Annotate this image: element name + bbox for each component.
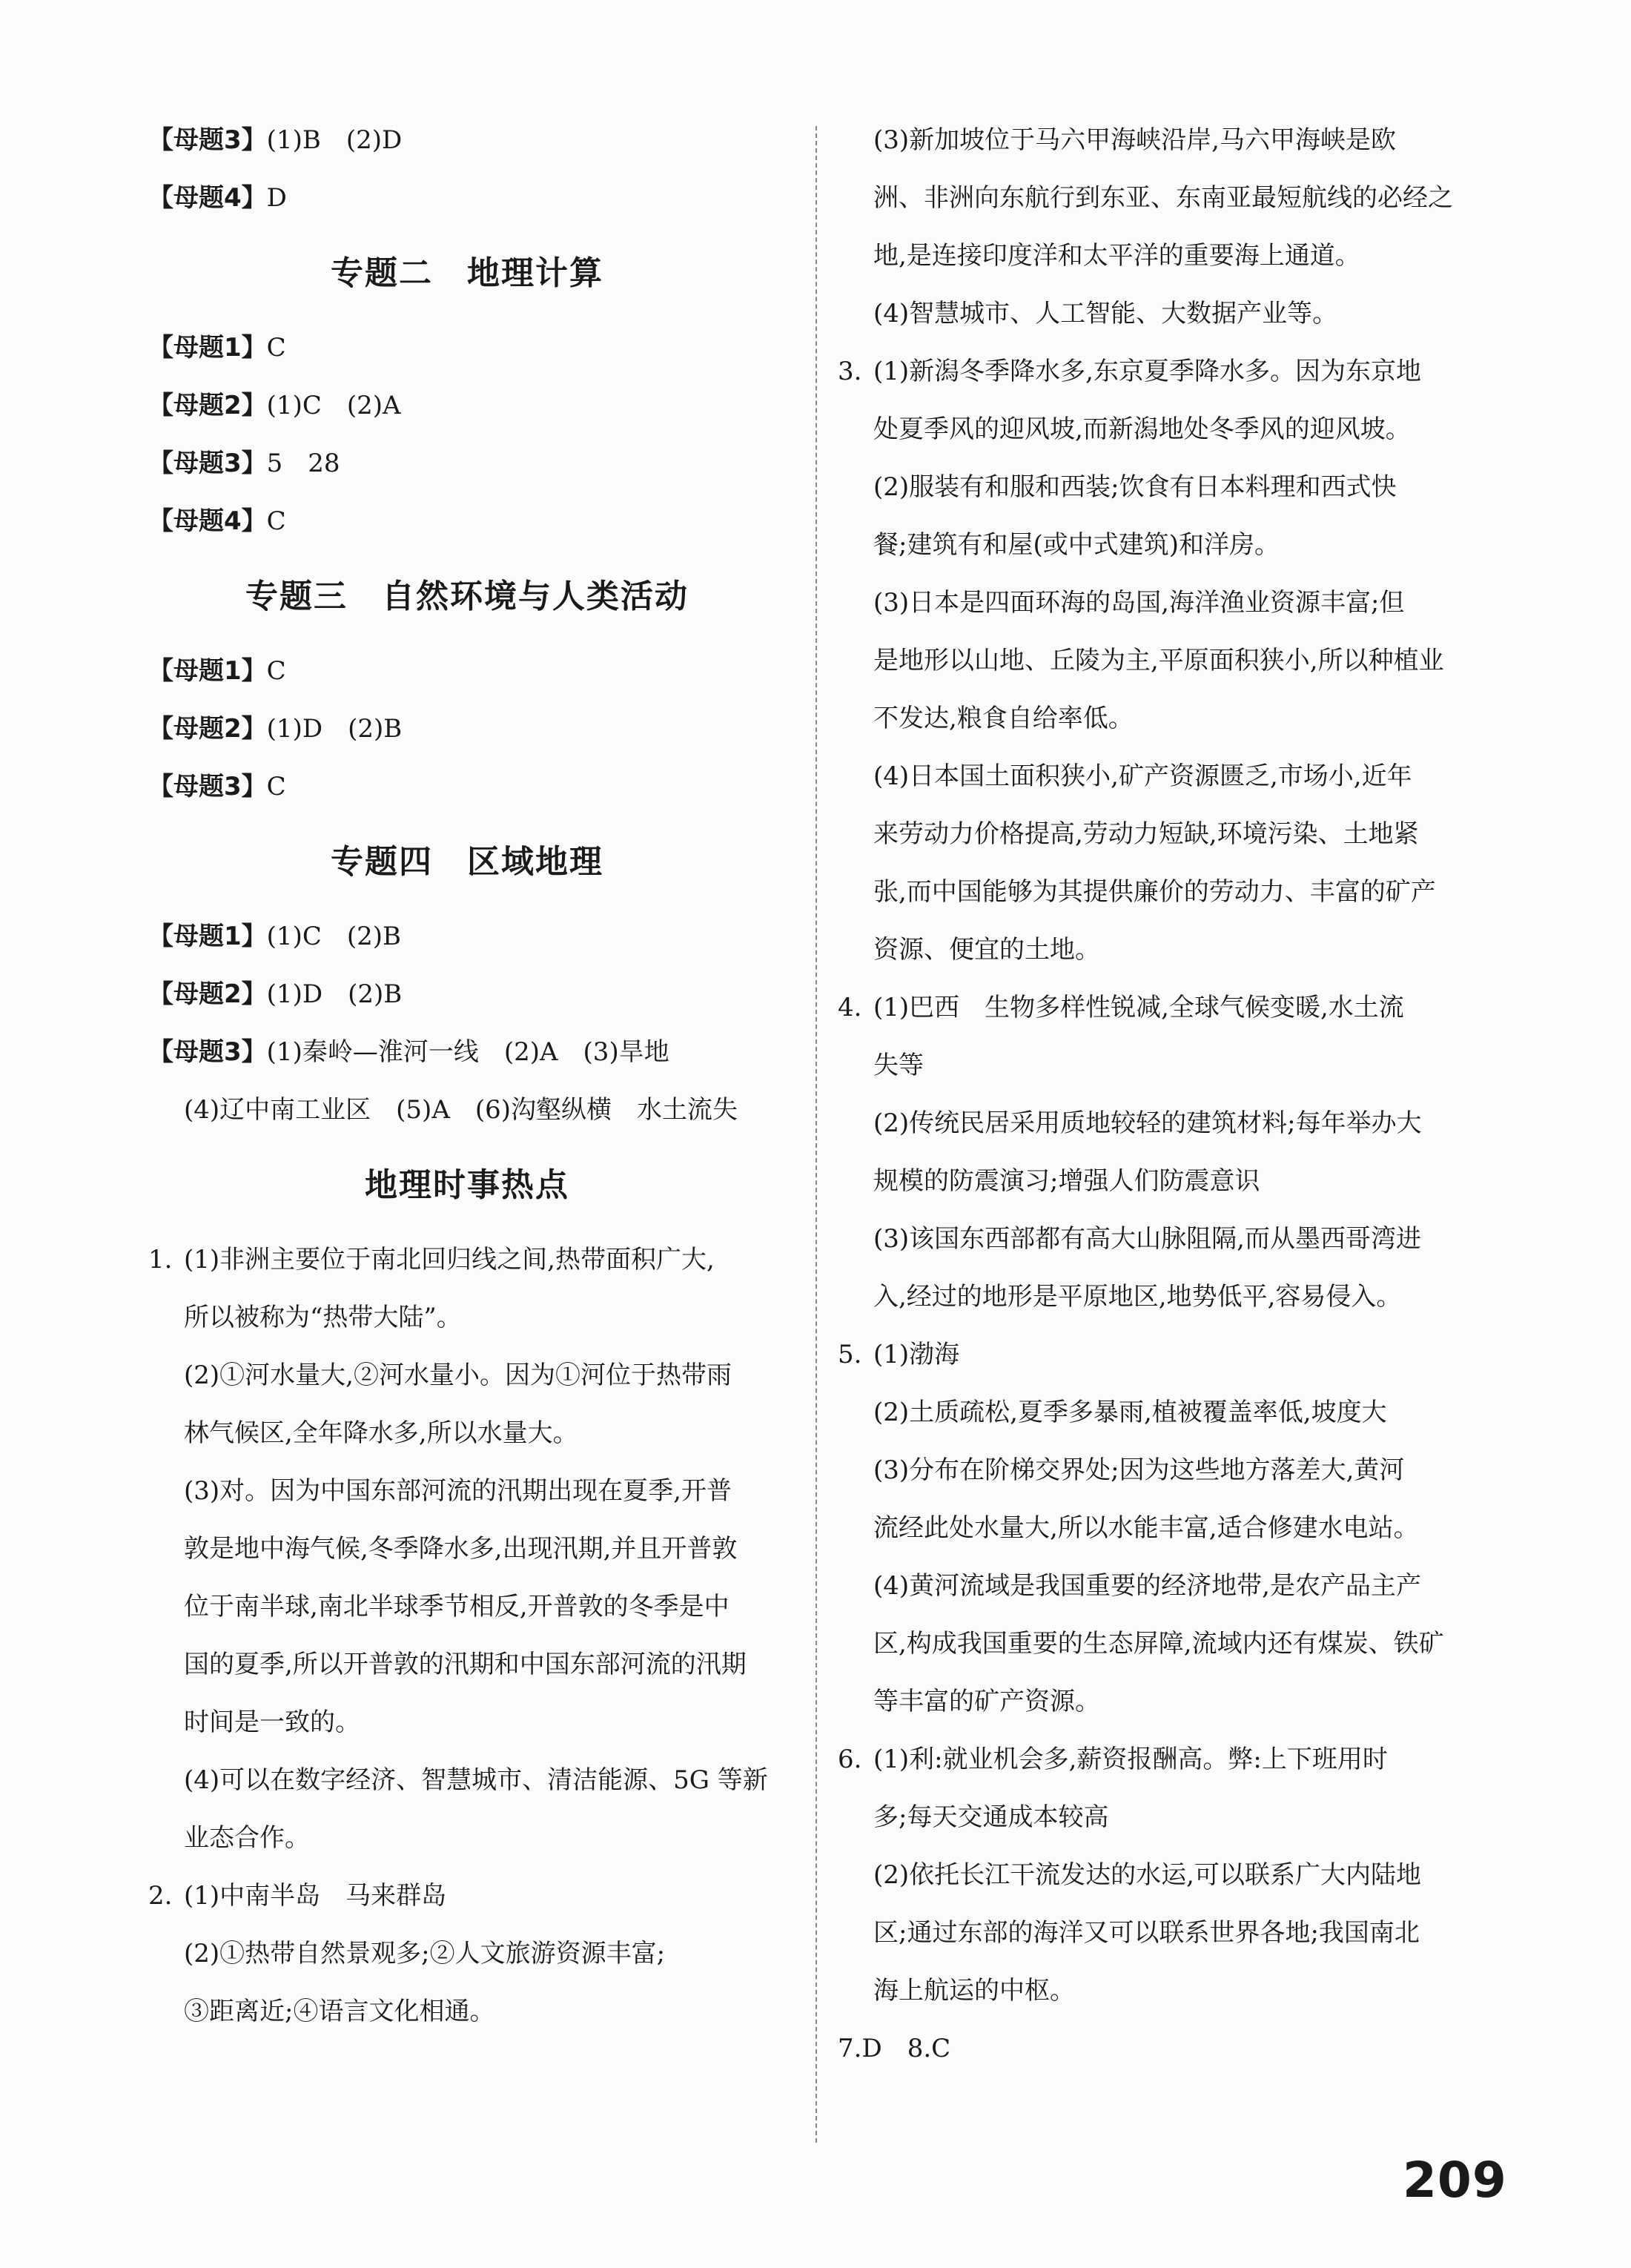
question-4: [838, 979, 1490, 1326]
text-line: 是地形以山地、丘陵为主,平原面积狭小,所以种植业: [873, 646, 1444, 675]
text-line: 等丰富的矿产资源。: [873, 1687, 1100, 1716]
answer-line: 【母题1】(1)C (2)B: [148, 922, 401, 951]
answer-line: 【母题3】C: [148, 772, 286, 801]
text-line: 入,经过的地形是平原地区,地势低平,容易侵入。: [873, 1282, 1402, 1312]
text-line: (1)新潟冬季降水多,东京夏季降水多。因为东京地: [873, 357, 1421, 386]
question-number: 3.: [838, 357, 862, 386]
text-line: 海上航运的中枢。: [873, 1976, 1075, 2006]
text-line: 来劳动力价格提高,劳动力短缺,环境污染、土地紧: [873, 819, 1419, 849]
answer-line: 【母题3】(1)B (2)D: [148, 125, 403, 155]
text-line: 餐;建筑有和屋(或中式建筑)和洋房。: [873, 530, 1280, 560]
text-line: ③距离近;④语言文化相通。: [184, 1997, 495, 2026]
question-3: [838, 343, 1490, 979]
text-line: 资源、便宜的土地。: [873, 935, 1100, 965]
answer-line: 【母题2】(1)D (2)B: [148, 714, 403, 744]
text-line: 失等: [873, 1051, 924, 1080]
text-line: (3)对。因为中国东部河流的汛期出现在夏季,开普: [184, 1476, 732, 1506]
question-5: [838, 1326, 1490, 1730]
answer-continuation: (4)辽中南工业区 (5)A (6)沟壑纵横 水土流失: [184, 1095, 738, 1125]
question-number: 1.: [148, 1245, 173, 1274]
question-2-continued: [838, 111, 1490, 343]
text-line: (4)智慧城市、人工智能、大数据产业等。: [873, 299, 1338, 328]
text-line: 洲、非洲向东航行到东亚、东南亚最短航线的必经之: [873, 183, 1453, 213]
text-line: (4)黄河流域是我国重要的经济地带,是农产品主产: [873, 1571, 1421, 1601]
question-number: 4.: [838, 993, 862, 1022]
page-number: 209: [1403, 2152, 1507, 2209]
text-line: (1)巴西 生物多样性锐减,全球气候变暖,水土流: [873, 993, 1404, 1022]
text-line: 时间是一致的。: [184, 1707, 360, 1737]
answer-line-7-8: 7.D 8.C: [838, 2034, 951, 2063]
text-line: (3)该国东西部都有高大山脉阻隔,而从墨西哥湾进: [873, 1224, 1421, 1254]
text-line: 区,构成我国重要的生态屏障,流域内还有煤炭、铁矿: [873, 1629, 1444, 1659]
text-line: 国的夏季,所以开普敦的汛期和中国东部河流的汛期: [184, 1650, 747, 1679]
text-line: (3)新加坡位于马六甲海峡沿岸,马六甲海峡是欧: [873, 125, 1396, 155]
answer-line: 【母题2】(1)D (2)B: [148, 979, 403, 1009]
text-line: (2)依托长江干流发达的水运,可以联系广大内陆地: [873, 1860, 1421, 1890]
text-line: 张,而中国能够为其提供廉价的劳动力、丰富的矿产: [873, 877, 1436, 907]
text-line: 区;通过东部的海洋又可以联系世界各地;我国南北: [873, 1918, 1420, 1948]
question-2: [148, 1867, 786, 2040]
text-line: (2)①热带自然景观多;②人文旅游资源丰富;: [184, 1939, 666, 1968]
section-title: 专题四 区域地理: [331, 843, 603, 881]
question-number: 5.: [838, 1340, 862, 1369]
text-line: 不发达,粮食自给率低。: [873, 704, 1134, 733]
text-line: 规模的防震演习;增强人们防震意识: [873, 1166, 1260, 1196]
answer-line: 【母题4】C: [148, 506, 286, 536]
question-1: [148, 1231, 786, 1867]
answer-line: 【母题1】C: [148, 333, 286, 363]
section-title: 专题二 地理计算: [331, 254, 603, 292]
text-line: 处夏季风的迎风坡,而新潟地处冬季风的迎风坡。: [873, 414, 1411, 444]
text-line: 业态合作。: [184, 1823, 310, 1853]
text-line: 位于南半球,南北半球季节相反,开普敦的冬季是中: [184, 1592, 730, 1621]
text-line: (3)日本是四面环海的岛国,海洋渔业资源丰富;但: [873, 588, 1405, 618]
text-line: 多;每天交通成本较高: [873, 1802, 1109, 1832]
answer-line: 【母题3】(1)秦岭—淮河一线 (2)A (3)旱地: [148, 1037, 669, 1067]
text-line: 敦是地中海气候,冬季降水多,出现汛期,并且开普敦: [184, 1534, 738, 1564]
text-line: (1)利:就业机会多,薪资报酬高。弊:上下班用时: [873, 1745, 1388, 1774]
text-line: (2)服装有和服和西装;饮食有日本料理和西式快: [873, 472, 1397, 502]
question-number: 2.: [148, 1881, 173, 1911]
left-column: [148, 111, 786, 2040]
text-line: (1)渤海: [873, 1340, 960, 1369]
question-6: [838, 1730, 1490, 2020]
text-line: (1)非洲主要位于南北回归线之间,热带面积广大,: [184, 1245, 715, 1274]
answer-line: 【母题3】5 28: [148, 449, 340, 478]
text-line: 所以被称为“热带大陆”。: [184, 1303, 462, 1332]
section-title: 专题三 自然环境与人类活动: [245, 578, 689, 615]
text-line: 地,是连接印度洋和太平洋的重要海上通道。: [873, 241, 1360, 271]
text-line: (1)中南半岛 马来群岛: [184, 1881, 447, 1911]
text-line: 流经此处水量大,所以水能丰富,适合修建水电站。: [873, 1513, 1419, 1543]
answer-line: 【母题4】D: [148, 183, 287, 213]
answer-line: 【母题2】(1)C (2)A: [148, 391, 401, 420]
text-line: (4)日本国土面积狭小,矿产资源匮乏,市场小,近年: [873, 761, 1412, 791]
question-number: 6.: [838, 1745, 862, 1774]
section-title: 地理时事热点: [365, 1166, 569, 1204]
text-line: (4)可以在数字经济、智慧城市、清洁能源、5G 等新: [184, 1765, 768, 1795]
answer-line: 【母题1】C: [148, 656, 286, 686]
column-divider: [816, 126, 817, 2143]
text-line: (2)土质疏松,夏季多暴雨,植被覆盖率低,坡度大: [873, 1398, 1387, 1427]
text-line: (2)传统民居采用质地较轻的建筑材料;每年举办大: [873, 1108, 1422, 1138]
right-column: [838, 111, 1490, 2077]
text-line: (2)①河水量大,②河水量小。因为①河位于热带雨: [184, 1361, 732, 1390]
text-line: 林气候区,全年降水多,所以水量大。: [184, 1418, 578, 1448]
text-line: (3)分布在阶梯交界处;因为这些地方落差大,黄河: [873, 1455, 1405, 1485]
